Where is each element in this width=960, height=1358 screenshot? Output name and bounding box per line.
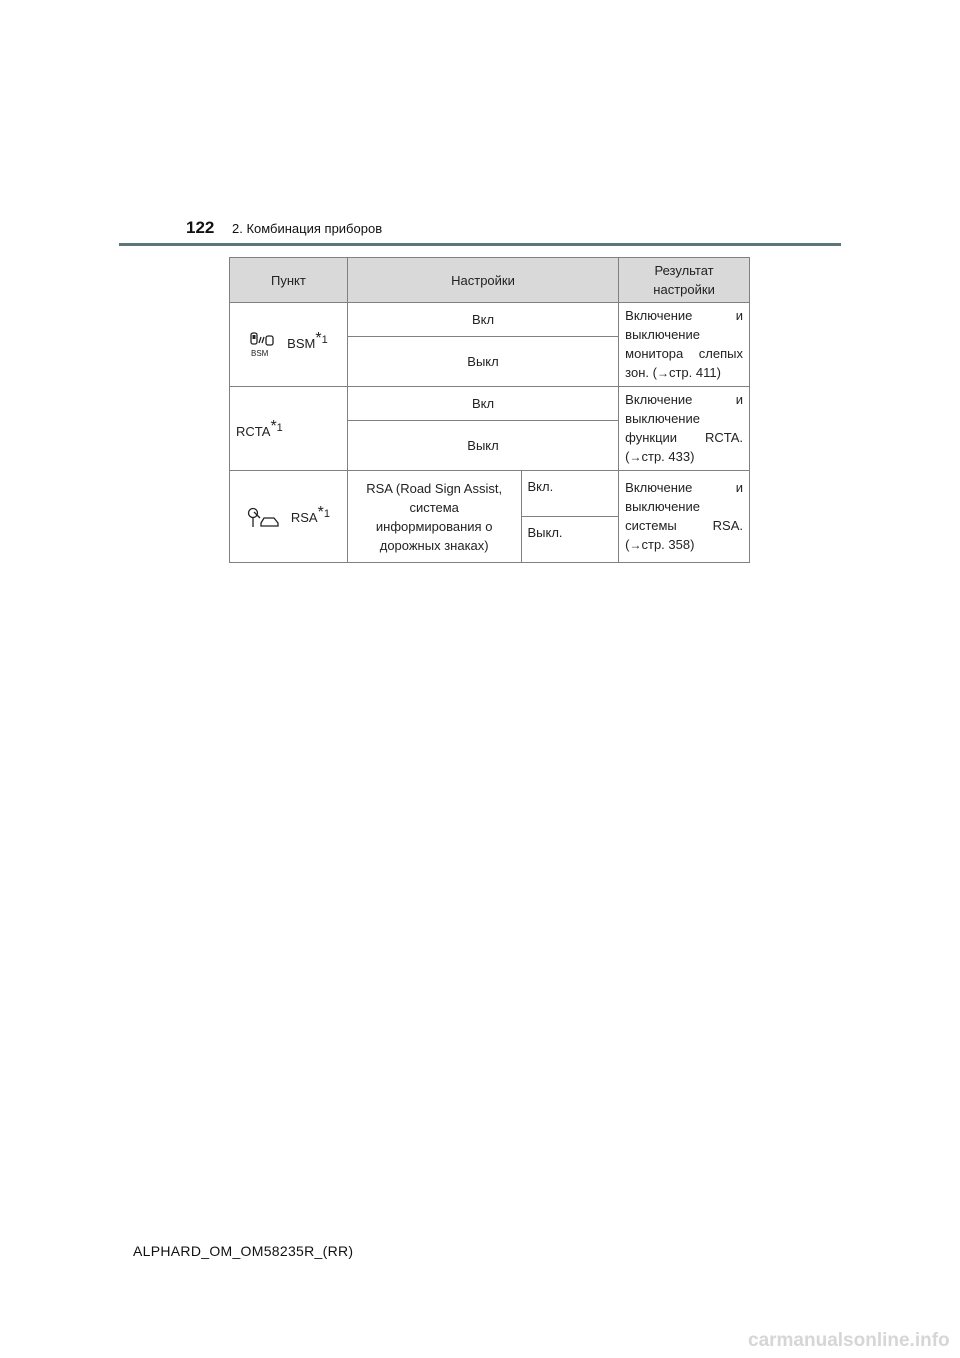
- table-row: [230, 471, 750, 517]
- item-cell-rsa: [230, 471, 348, 563]
- result-cell-rcta: Включение и выключение функции RCTA. (→стр. 433): [619, 387, 750, 471]
- item-cell-rcta: [230, 387, 348, 471]
- footnote-marker: *1: [317, 503, 330, 521]
- section-title: 2. Комбинация приборов: [232, 221, 383, 236]
- result-cell-rsa: Включение и выключение системы RSA. (→стр. 358): [619, 471, 750, 563]
- feature-cell-rsa: RSA (Road Sign Assist, система информирования о дорожных знаках): [347, 471, 521, 563]
- watermark: carmanualsonline.info: [748, 1330, 950, 1351]
- table-header-row: [230, 258, 750, 303]
- item-cell-bsm: [230, 303, 348, 387]
- footnote-marker: *1: [270, 418, 283, 435]
- item-label-rcta: RCTA: [236, 424, 271, 439]
- bsm-icon: [249, 331, 279, 359]
- setting-off: Выкл: [347, 337, 618, 387]
- svg-text:BSM: BSM: [251, 348, 269, 358]
- item-label-rsa: RSA: [290, 509, 318, 525]
- page-number: 122: [186, 218, 215, 237]
- setting-off: Выкл.: [521, 517, 619, 563]
- setting-on: Вкл.: [521, 471, 619, 517]
- arrow-icon: →: [629, 538, 642, 552]
- item-label-bsm: BSM: [287, 336, 316, 352]
- table-row: [230, 303, 750, 337]
- column-header-item: Пункт: [230, 258, 348, 303]
- arrow-icon: →: [656, 366, 669, 380]
- result-cell-bsm: Включение и выключение монитора слепых зон. (→стр. 411): [619, 303, 750, 387]
- setting-on: Вкл: [347, 387, 618, 421]
- setting-off: Выкл: [347, 421, 618, 471]
- settings-table: [229, 257, 750, 563]
- document-code: ALPHARD_OM_OM58235R_(RR): [133, 1243, 354, 1259]
- table-row: [230, 387, 750, 421]
- rsa-icon: [247, 507, 283, 529]
- setting-on: Вкл: [347, 303, 618, 337]
- column-header-result: Результат настройки: [619, 258, 750, 303]
- arrow-icon: →: [629, 450, 642, 464]
- header-rule: [119, 243, 841, 246]
- column-header-settings: Настройки: [347, 258, 618, 303]
- footnote-marker: *1: [315, 330, 328, 348]
